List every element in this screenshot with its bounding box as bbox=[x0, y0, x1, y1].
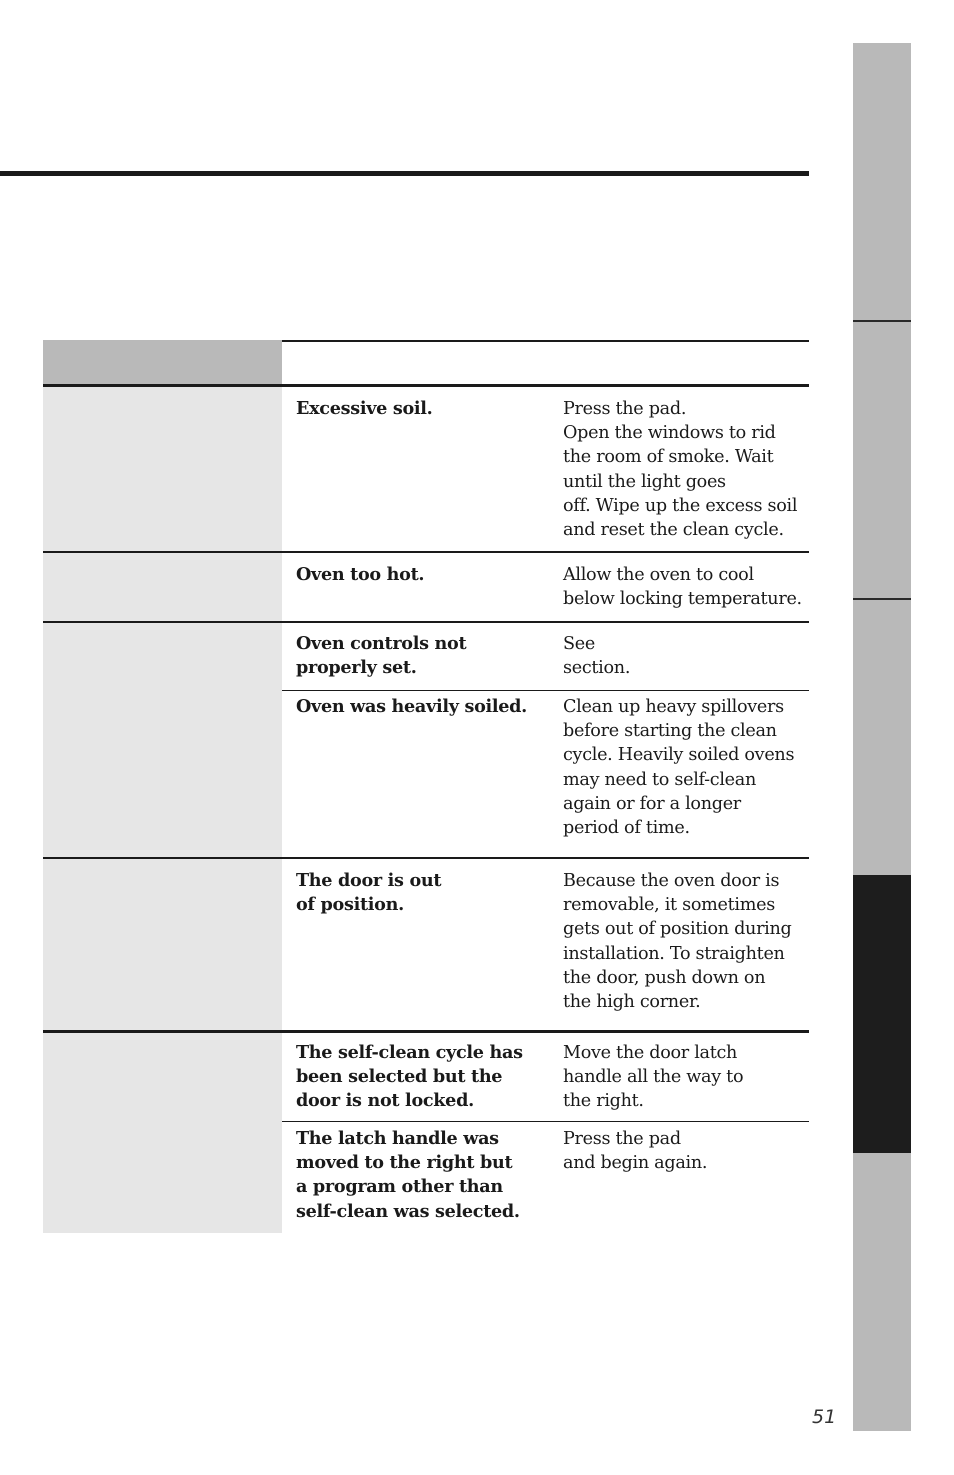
troubleshooting-table bbox=[43, 340, 809, 1222]
problem-group bbox=[43, 553, 809, 621]
problem-cell bbox=[43, 553, 282, 621]
fix-text: Because the oven door is removable, it sometimes gets out of position during installation. To straighten the door, push down on the high corner. bbox=[563, 871, 792, 1013]
fix-text: See section. bbox=[563, 634, 631, 679]
section-tab-5 bbox=[853, 1153, 911, 1431]
section-tab-2 bbox=[853, 322, 911, 598]
fix-text: Allow the oven to cool below locking temperature. bbox=[563, 565, 802, 610]
problem-cell bbox=[43, 623, 282, 857]
problem-group bbox=[43, 1033, 809, 1233]
sub-row-rule bbox=[282, 690, 809, 691]
cause-text: Oven controls not properly set. bbox=[296, 633, 467, 679]
cause-text: The self-clean cycle has been selected but the door is not locked. bbox=[296, 1042, 523, 1112]
problem-group bbox=[43, 387, 809, 551]
sub-row-rule bbox=[282, 1121, 809, 1122]
cause-text: Excessive soil. bbox=[296, 398, 433, 419]
cause-text: Oven too hot. bbox=[296, 564, 425, 585]
problem-cell bbox=[43, 859, 282, 1030]
section-tab-3 bbox=[853, 600, 911, 875]
fix-text: Press the pad and begin again. bbox=[563, 1129, 708, 1174]
cause-text: Oven was heavily soiled. bbox=[296, 696, 527, 717]
section-tab-1 bbox=[853, 43, 911, 320]
fix-text: Move the door latch handle all the way to the right. bbox=[563, 1043, 744, 1112]
section-tab-active bbox=[853, 875, 911, 1153]
section-tab-strip bbox=[853, 43, 911, 1431]
table-header bbox=[43, 340, 809, 384]
problem-group bbox=[43, 623, 809, 857]
cause-text: The latch handle was moved to the right but a program other than self-clean was selected. bbox=[296, 1128, 520, 1222]
fix-text: Press the pad. Open the windows to rid the room of smoke. Wait until the light goes off. Wipe up the excess soil and reset the clean cycle. bbox=[563, 399, 798, 541]
problem-group bbox=[43, 859, 809, 1030]
top-rule bbox=[0, 171, 809, 176]
header-problem-cell bbox=[43, 340, 282, 384]
fix-text: Clean up heavy spillovers before starting the clean cycle. Heavily soiled ovens may need to self-clean again or for a longer period of time. bbox=[563, 697, 795, 839]
header-top-rule bbox=[282, 340, 809, 342]
problem-cell bbox=[43, 387, 282, 551]
problem-cell bbox=[43, 1033, 282, 1233]
page-number: 51 bbox=[812, 1406, 837, 1428]
cause-text: The door is out of position. bbox=[296, 870, 442, 916]
